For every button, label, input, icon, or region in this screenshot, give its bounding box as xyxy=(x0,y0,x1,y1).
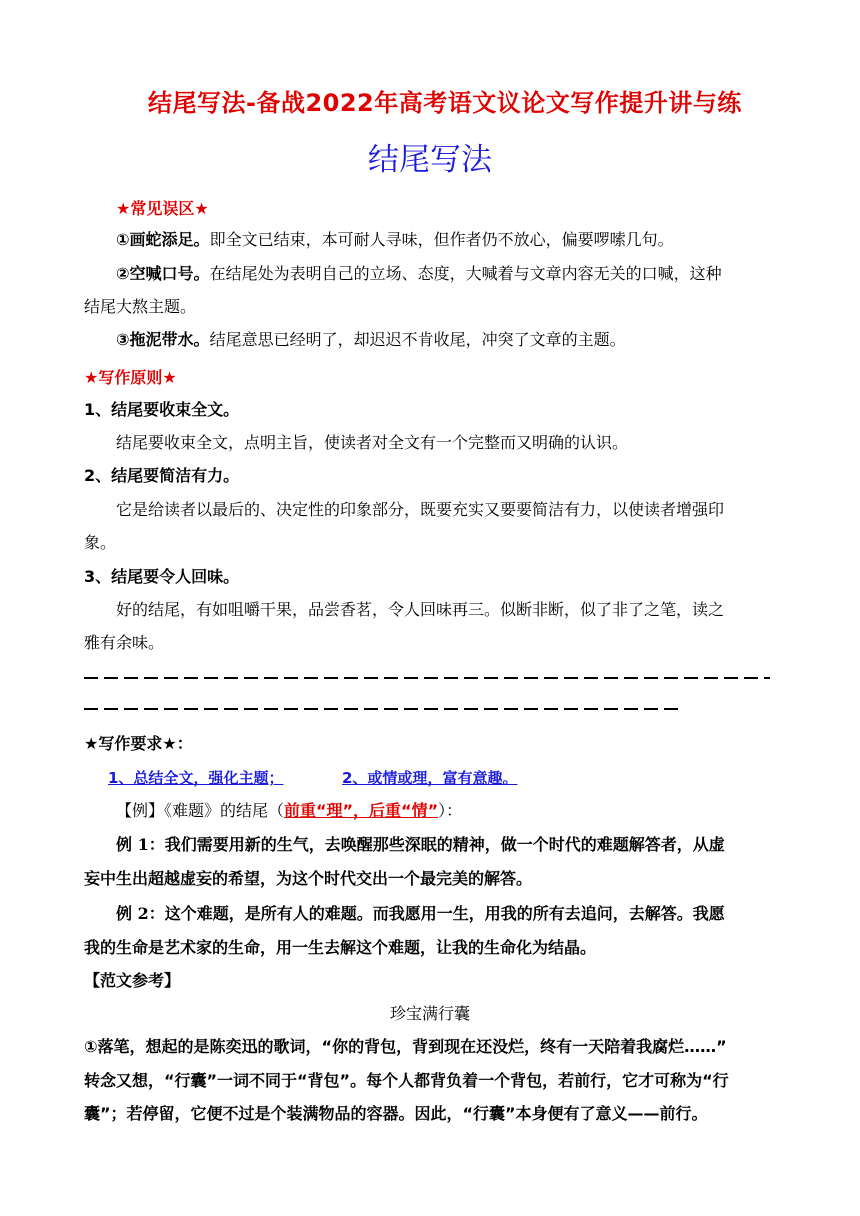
principle-title: 2、结尾要简洁有力。 xyxy=(84,466,240,485)
example-suffix: ）： xyxy=(438,801,463,820)
principle-title: 3、结尾要令人回味。 xyxy=(84,567,240,586)
document-main-title: 结尾写法-备战2022年高考语文议论文写作提升讲与练 xyxy=(148,89,742,117)
essay-paragraph-line: 转念又想，“行囊”一词不同于“背包”。每个人都背负着一个背包，若前行，它才可称为“行 xyxy=(84,1071,729,1090)
mistake-text: 在结尾处为表明自己的立场、态度，大喊着与文章内容无关的口喊，这种 xyxy=(209,264,722,283)
separator-line xyxy=(84,677,770,679)
requirements-heading: ★写作要求★： xyxy=(84,734,193,753)
principle-body: 好的结尾，有如咀嚼干果，品尝香茗，令人回味再三。似断非断，似了非了之笔，读之 xyxy=(116,600,725,619)
principles-heading: ★写作原则★ xyxy=(84,368,177,387)
essay-paragraph-line: ①落笔，想起的是陈奕迅的歌词，“你的背包，背到现在还没烂，终有一天陪着我腐烂……” xyxy=(84,1037,727,1056)
example-prefix: 【例】《难题》的结尾（ xyxy=(116,801,285,820)
mistake-text-continued: 结尾大熬主题。 xyxy=(84,297,197,316)
principle-body-continued: 雅有余味。 xyxy=(84,633,165,652)
mistake-label: ②空喊口号。 xyxy=(116,264,210,283)
principle-body: 它是给读者以最后的、决定性的印象部分，既要充实又要要简洁有力，以使读者增强印 xyxy=(116,500,725,519)
example-highlight: 前重“理”，后重“情” xyxy=(284,801,439,820)
principle-body: 结尾要收束全文，点明主旨，使读者对全文有一个完整而又明确的认识。 xyxy=(116,433,629,452)
principle-body-continued: 象。 xyxy=(84,533,117,552)
principle-title: 1、结尾要收束全文。 xyxy=(84,400,240,419)
mistake-label: ①画蛇添足。 xyxy=(116,230,210,249)
example-2-line: 例 2：这个难题，是所有人的难题。而我愿用一生，用我的所有去追问，去解答。我愿 xyxy=(116,904,725,923)
mistake-item xyxy=(116,263,722,285)
example-intro xyxy=(116,800,462,822)
example-1-line: 例 1：我们需要用新的生气，去唤醒那些深眠的精神，做一个时代的难题解答者，从虚 xyxy=(116,835,725,854)
mistake-item xyxy=(116,329,626,351)
document-sub-title: 结尾写法 xyxy=(368,142,492,178)
separator-line xyxy=(84,708,678,710)
mistake-label: ③拖泥带水。 xyxy=(116,330,210,349)
reference-heading: 【范文参考】 xyxy=(84,971,181,990)
mistake-text: 结尾意思已经明了，却迟迟不肯收尾，冲突了文章的主题。 xyxy=(209,330,626,349)
mistake-item xyxy=(116,229,674,251)
example-2-line: 我的生命是艺术家的生命，用一生去解这个难题，让我的生命化为结晶。 xyxy=(84,938,597,957)
essay-paragraph-line: 囊”；若停留，它便不过是个装满物品的容器。因此，“行囊”本身便有了意义——前行。 xyxy=(84,1104,708,1123)
mistakes-heading: ★常见误区★ xyxy=(116,199,209,218)
mistake-text: 即全文已结束，本可耐人寻味，但作者仍不放心，偏要啰嗦几句。 xyxy=(209,230,674,249)
requirement-link-summarize[interactable]: 1、总结全文，强化主题； xyxy=(108,769,284,787)
essay-title: 珍宝满行囊 xyxy=(389,1004,470,1023)
example-1-line: 妄中生出超越虚妄的希望，为这个时代交出一个最完美的解答。 xyxy=(84,869,533,888)
requirement-link-emotion[interactable]: 2、或情或理，富有意趣。 xyxy=(342,769,518,787)
